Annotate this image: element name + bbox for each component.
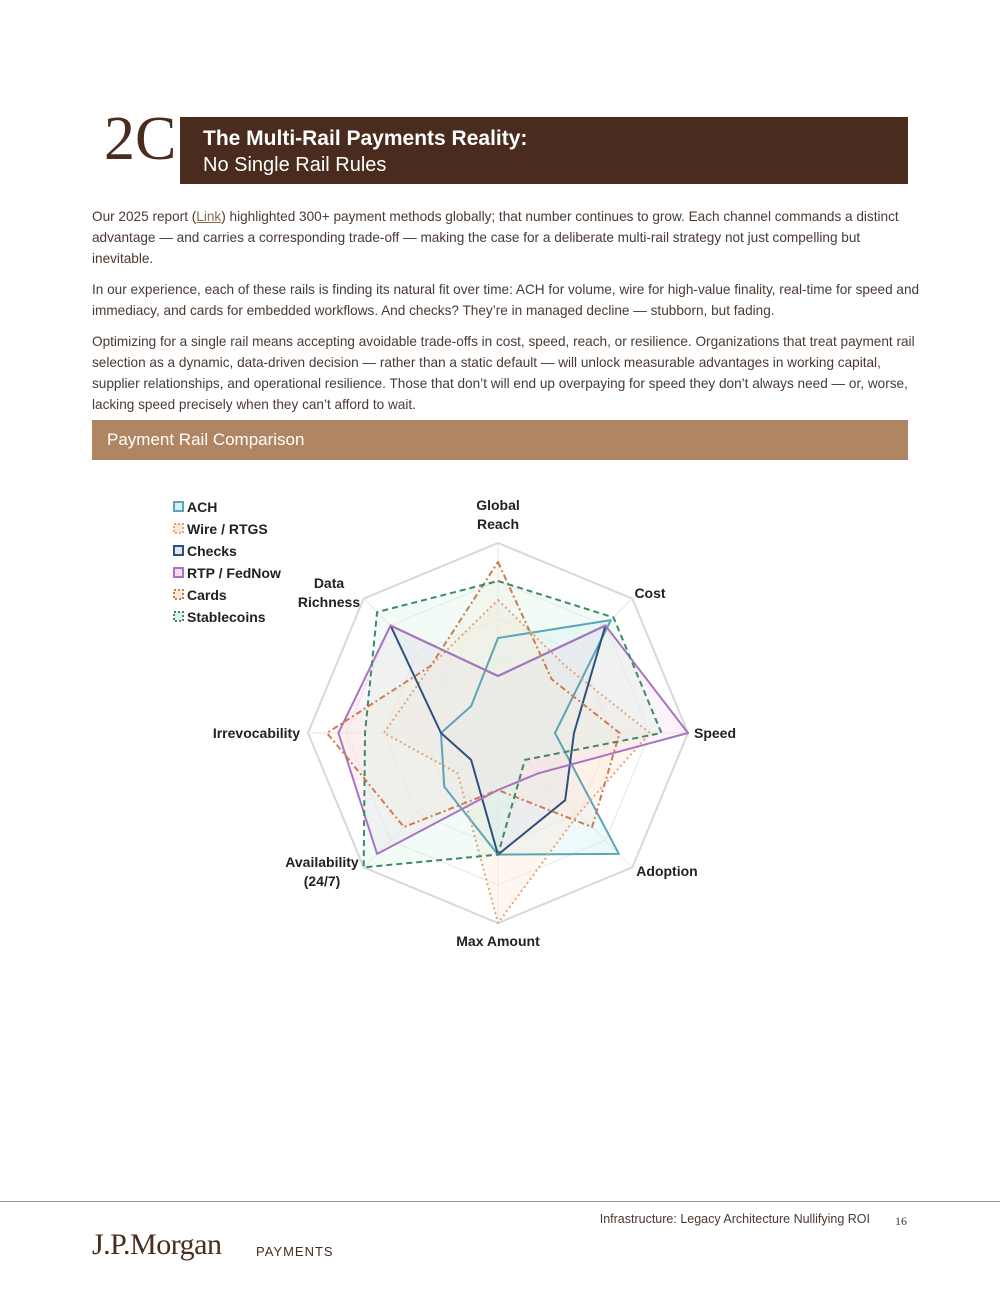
axis-label-line: Cost	[634, 585, 666, 601]
section-number: 2C	[104, 105, 177, 173]
paragraph-2: In our experience, each of these rails is finding its natural fit over time: ACH for volume, wire for high-value finality, real-time for speed and immediacy, and cards for embedded workflows. And checks? They’re in managed decline — stubborn, but fading.	[92, 282, 920, 318]
legend-swatch	[174, 502, 183, 511]
legend-entry: Checks	[187, 543, 237, 559]
page-number: 16	[895, 1214, 907, 1228]
axis-label	[298, 575, 360, 610]
legend-swatch	[174, 568, 183, 577]
axis-label	[476, 497, 520, 532]
legend-swatch	[174, 590, 183, 599]
axis-label-line: Richness	[297, 594, 361, 610]
legend-swatch	[174, 612, 183, 621]
chart-section-title: Payment Rail Comparison	[92, 420, 908, 460]
section-title-bar	[180, 117, 908, 184]
axis-label-line: Adoption	[636, 863, 698, 879]
jpmorgan-logo: J.P.Morgan	[92, 1228, 222, 1261]
axis-label-line: Speed	[694, 725, 737, 741]
axis-label	[285, 854, 359, 889]
legend-swatch	[174, 524, 183, 533]
axis-label	[636, 863, 697, 879]
axis-label	[213, 725, 300, 741]
report-link[interactable]: Link	[196, 209, 222, 224]
paragraph-1-end: ) highlighted 300+ payment methods globally; that number continues to grow. Each channel commands a distinct advantage — and carries a corresponding trade-off — making the case for a deliberate multi-rail strategy not just compelling but inevitable.	[92, 209, 899, 266]
paragraph-1-start: Our 2025 report (	[92, 209, 197, 224]
axis-label	[456, 933, 540, 949]
axis-label	[694, 725, 736, 741]
legend-entry: Stablecoins	[187, 609, 266, 625]
legend-entry: RTP / FedNow	[187, 565, 281, 581]
legend-entry: Wire / RTGS	[187, 521, 268, 537]
legend-swatch	[174, 546, 183, 555]
footer-divider	[0, 1201, 1000, 1202]
body-text	[92, 206, 922, 425]
axis-label-line: Data	[313, 575, 345, 591]
axis-label-line: Availability	[285, 854, 359, 870]
axis-label-line: Max Amount	[456, 933, 540, 949]
footer-running-title: Infrastructure: Legacy Architecture Nullifying ROI	[599, 1212, 870, 1226]
paragraph-3: Optimizing for a single rail means accepting avoidable trade-offs in cost, speed, reach, or resilience. Organizations that treat payment rail selection as a dynamic, data-driven decision — rather than a static default — will unlock measurable advantages in working capital, supplier relationships, and operational resilience. Those that don’t will end up overpaying for speed they don’t always need — or, worse, lacking speed precisely when they can’t afford to wait.	[92, 334, 915, 412]
logo-subtitle: PAYMENTS	[256, 1244, 334, 1259]
axis-label	[634, 585, 665, 601]
paragraph-1	[92, 206, 922, 269]
radar-chart	[0, 470, 1000, 970]
axis-label-line: Irrevocability	[212, 725, 300, 741]
axis-label-line: (24/7)	[303, 873, 341, 889]
axis-label-line: Global	[476, 497, 520, 513]
section-title: The Multi-Rail Payments Reality:	[203, 127, 528, 150]
legend-entry: Cards	[187, 587, 227, 603]
axis-label-line: Reach	[476, 516, 520, 532]
legend-entry: ACH	[187, 499, 218, 515]
section-subtitle: No Single Rail Rules	[203, 154, 387, 176]
